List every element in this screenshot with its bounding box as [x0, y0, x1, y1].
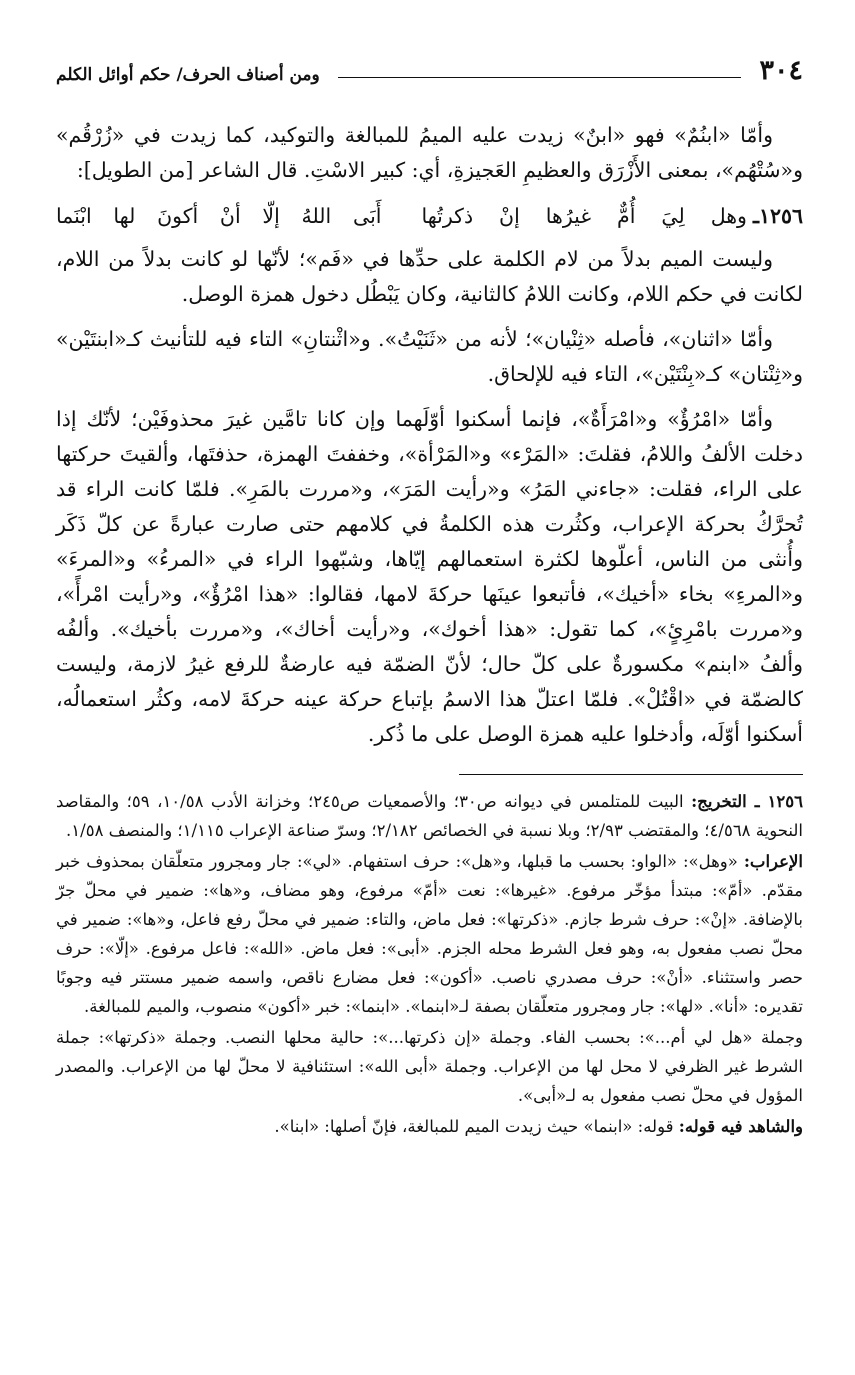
verse-number: ١٢٥٦ـ: [752, 204, 803, 228]
paragraph-ibnum: وأمّا «ابنُمٌ» فهو «ابنٌ» زيدت عليه الميمُ للمبالغة والتوكيد، كما زيدت في «زُرْقُم» و«سُتْهُم»، بمعنى الأَزْرَق والعظيمِ العَجيزةِ، أي: كبير الاسْتِ. قال الشاعر [من الطويل]:: [56, 123, 803, 182]
poetry-verse: [56, 198, 803, 234]
verse-first-hemistich: وهل لِيَ أُمٌّ غيرُها إنْ ذكرتُها: [421, 204, 747, 228]
header-rule: [338, 77, 742, 78]
shahid-label: والشاهد فيه قوله:: [678, 1117, 803, 1136]
page-number: ٣٠٤: [759, 55, 803, 86]
footnote-jumal: وجملة «هل لي أم...»: بحسب الفاء. وجملة «إن ذكرتها...»: حالية محلها النصب. وجملة «ذكرتها»: جملة الشرط غير الظرفي لا محل لها من الإعراب. وجملة «أبى الله»: استئنافية لا محلّ لها من الإعراب. والمصدر المؤول في محلّ نصب مفعول به لـ«أبى».: [56, 1028, 803, 1105]
page-header: [56, 50, 803, 84]
verse-second-hemistich: أَبَى اللهُ إلّا أنْ أكونَ لها ابْنَما: [56, 204, 382, 228]
running-title: ومن أصناف الحرف/ حكم أوائل الكلم: [56, 65, 320, 85]
irab-label: الإعراب:: [743, 852, 803, 871]
footnote-separator: [459, 774, 803, 775]
footnote-takhrij: [56, 787, 803, 845]
takhrij-text: البيت للمتلمس في ديوانه ص٣٠؛ والأصمعيات ص٢٤٥؛ وخزانة الأدب ١٠/٥٨، ٥٩؛ والمقاصد النحوية ٤/٥٦٨؛ والمقتضب ٢/٩٣؛ وبلا نسبة في الخصائص ٢/١٨٢؛ وسرّ صناعة الإعراب ١/١١٥؛ والمنصف ١/٥٨.: [56, 792, 803, 840]
paragraph-mim: وليست الميم بدلاً من لام الكلمة على حدِّها في «فَم»؛ لأنّها لو كانت بدلاً من اللام، لكانت في حكم اللام، وكانت اللامُ كالثانية، وكان يَبْطُل دخول همزة الوصل.: [56, 247, 803, 306]
irab-text: «وهل»: «الواو: بحسب ما قبلها، و«هل»: حرف استفهام. «لي»: جار ومجرور متعلّقان بمحذوف خبر مقدّم. «أمّ»: مبتدأ مؤخّر مرفوع. «غيرها»: نعت «أمّ» مرفوع، وهو مضاف، و«ها»: ضمير في محلّ جرّ بالإضافة. «إنْ»: حرف شرط جازم. «ذكرتها»: فعل ماض، والتاء: ضمير في محلّ رفع فاعل، و«ها»: ضمير في محلّ نصب مفعول به، وهو فعل الشرط محله الجزم. «أبى»: فعل ماض. «الله»: فاعل مرفوع. «إلّا»: حرف حصر واستثناء. «أنْ»: حرف مصدري ناصب. «أكون»: فعل مضارع ناقص، واسمه ضمير مستتر فيه وجوبًا تقديره: «أنا». «لها»: جار ومجرور متعلّقان بصفة لـ«ابنما». «ابنما»: خبر «أكون» منصوب، والميم للمبالغة.: [56, 852, 803, 1016]
main-text: [56, 118, 803, 752]
paragraph-imru: وأمّا «امْرُؤٌ» و«امْرَأَةٌ»، فإنما أسكنوا أوّلَهما وإن كانا تامَّين غيرَ محذوفَيْن؛ لأنّك إذا دخلت الألفُ واللامُ، فقلتَ: «المَرْء» و«المَرْأة»، وخففتَ الهمزة، حذفتَها، وألقيتَ حركتها على الراء، فقلت: «جاءني المَرُ» و«رأيت المَرَ»، و«مررت بالمَرِ». فلمّا كانت الراء قد تُحرَّكُ بحركة الإعراب، وكثُرت هذه الكلمةُ في كلامهم حتى صارت عبارةً عن كلّ ذَكَر وأُنثى من الناس، أعلّوها لكثرة استعمالهم إيّاها، وشبّهوا الراء في «المرءُ» و«المرءَ» و«المرءِ» بخاء «أخيك»، فأتبعوا عينَها حركةَ لامها، فقالوا: «هذا امْرُؤٌ»، و«رأيت امْرأً»، و«مررت بامْرِئٍ»، كما تقول: «هذا أخوك»، و«رأيت أخاك»، و«مررت بأخيك». وألفُه وألفُ «ابنم» مكسورةٌ على كلّ حال؛ لأنّ الضمّة فيه عارضةٌ للرفع غيرُ لازمة، وليست كالضمّة في «اقْتُلْ». فلمّا اعتلّ هذا الاسمُ بإتباع حركة عينه حركةَ لامه، وكثُر استعمالُه، أسكنوا أوّلَه، وأدخلوا عليه همزة الوصل على ما ذُكر.: [56, 407, 804, 746]
shahid-text: قوله: «ابنما» حيث زيدت الميم للمبالغة، فإنّ أصلها: «ابنا».: [274, 1117, 674, 1136]
footnotes: [56, 787, 803, 1141]
paragraph-ithnan: وأمّا «اثنان»، فأصله «ثِنْيان»؛ لأنه من «ثَنَيْتُ». و«اثْنتانِ» التاء فيه للتأنيث كـ«ابنتَيْن» و«ثِنْتان» كـ«بِنْتَيْن»، التاء فيه للإلحاق.: [56, 327, 803, 386]
takhrij-label: ١٢٥٦ ـ التخريج:: [691, 792, 803, 811]
footnote-irab: [56, 847, 803, 1021]
footnote-shahid: [56, 1112, 803, 1141]
